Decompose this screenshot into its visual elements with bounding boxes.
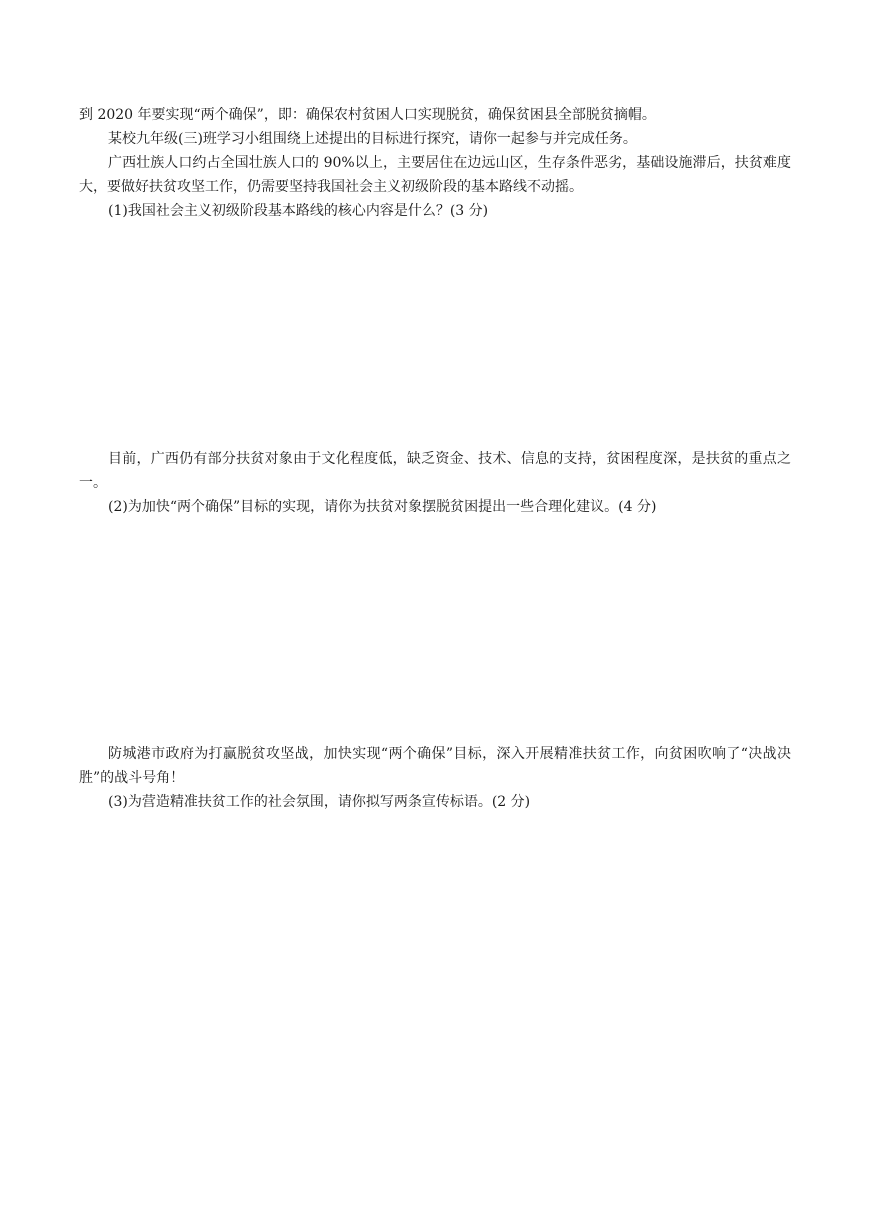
task-intro: 某校九年级(三)班学习小组围绕上述提出的目标进行探究，请你一起参与并完成任务。 xyxy=(108,131,637,147)
material-2: 目前，广西仍有部分扶贫对象由于文化程度低，缺乏资金、技术、信息的支持，贫困程度深，是扶贫的重点之一。 xyxy=(79,451,791,491)
material-1: 广西壮族人口约占全国壮族人口的 90%以上，主要居住在边远山区，生存条件恶劣，基础设施滞后，扶贫难度大，要做好扶贫攻坚工作，仍需要坚持我国社会主义初级阶段的基本路线不动摇。 xyxy=(79,155,791,195)
question-3: (3)为营造精准扶贫工作的社会氛围，请你拟写两条宣传标语。(2 分) xyxy=(108,794,531,810)
answer-space-3[interactable] xyxy=(79,816,791,1196)
question-1: (1)我国社会主义初级阶段基本路线的核心内容是什么？(3 分) xyxy=(108,203,489,219)
material-3: 防城港市政府为打赢脱贫攻坚战，加快实现“两个确保”目标，深入开展精准扶贫工作，向贫困吹响了“决战决胜”的战斗号角！ xyxy=(79,746,791,786)
answer-space-2[interactable] xyxy=(79,521,791,736)
intro-line: 到 2020 年要实现“两个确保”，即：确保农村贫困人口实现脱贫，确保贫困县全部脱贫摘帽。 xyxy=(79,107,656,123)
answer-space-1[interactable] xyxy=(79,225,791,445)
question-2: (2)为加快“两个确保”目标的实现，请你为扶贫对象摆脱贫困提出一些合理化建议。(4 分) xyxy=(108,499,657,515)
